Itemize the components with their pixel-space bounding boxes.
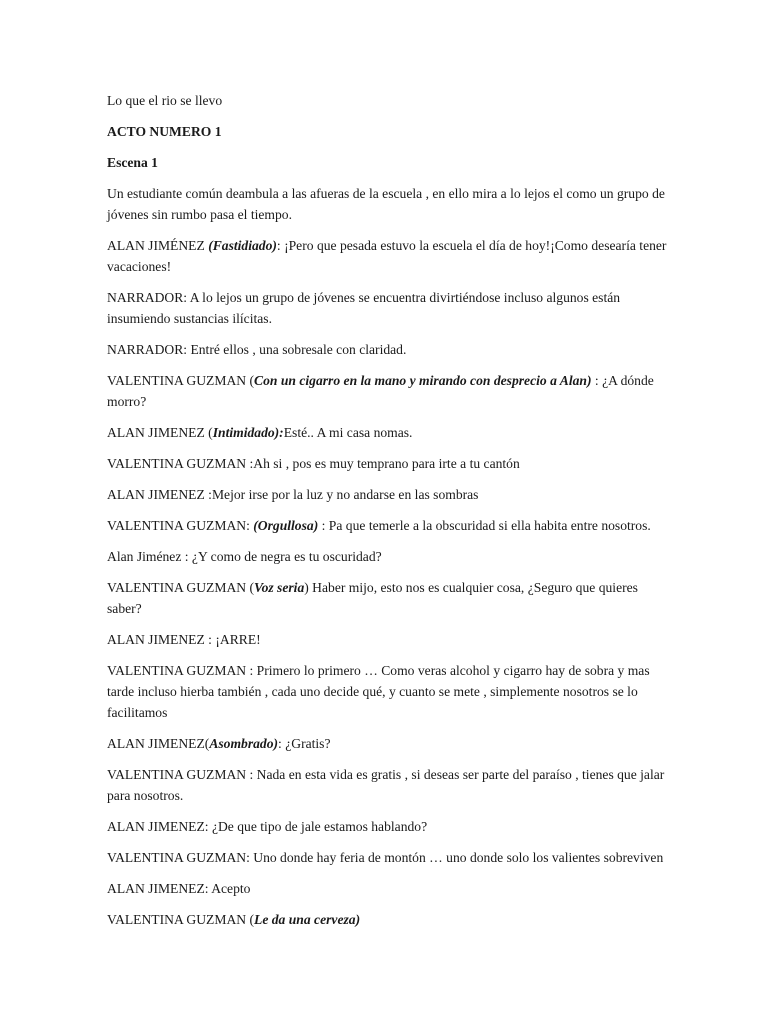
stage-direction: (Fastidiado) <box>208 238 277 253</box>
script-paragraph <box>107 660 667 723</box>
dialogue-text: NARRADOR: Entré ellos , una sobresale con claridad. <box>107 342 407 357</box>
dialogue-text: VALENTINA GUZMAN: <box>107 518 254 533</box>
script-body <box>107 183 667 930</box>
script-paragraph <box>107 577 667 619</box>
script-paragraph <box>107 546 667 567</box>
script-paragraph <box>107 422 667 443</box>
dialogue-text: VALENTINA GUZMAN: Uno donde hay feria de montón … uno donde solo los valientes sobreviven <box>107 850 664 865</box>
dialogue-text: ALAN JIMÉNEZ <box>107 238 209 253</box>
dialogue-text: : ¿Gratis? <box>278 736 331 751</box>
dialogue-text: VALENTINA GUZMAN ( <box>107 373 255 388</box>
dialogue-text: ALAN JIMENEZ : ¡ARRE! <box>107 632 261 647</box>
script-paragraph <box>107 909 667 930</box>
dialogue-text: Alan Jiménez : ¿Y como de negra es tu oscuridad? <box>107 549 382 564</box>
dialogue-text: NARRADOR: A lo lejos un grupo de jóvenes se encuentra divirtiéndose incluso algunos están insumiendo sustancias ilícitas. <box>107 290 621 326</box>
script-paragraph <box>107 764 667 806</box>
dialogue-text: ALAN JIMENEZ( <box>107 736 210 751</box>
dialogue-text: VALENTINA GUZMAN : Primero lo primero … Como veras alcohol y cigarro hay de sobra y mas tarde incluso hierba también , cada uno decide qué, y cuanto se mete , simplemente nosotros se lo facilitamos <box>107 663 650 720</box>
script-paragraph <box>107 339 667 360</box>
dialogue-text: ) Haber mijo, esto nos es cualquier cosa, ¿Seguro que quieres saber? <box>107 580 638 616</box>
document-title: Lo que el rio se llevo <box>107 93 223 108</box>
dialogue-text: ALAN JIMENEZ ( <box>107 425 213 440</box>
dialogue-text: Un estudiante común deambula a las afueras de la escuela , en ello mira a lo lejos el como un grupo de jóvenes sin rumbo pasa el tiempo. <box>107 186 665 222</box>
stage-direction: Le da una cerveza) <box>254 912 361 927</box>
script-paragraph <box>107 816 667 837</box>
dialogue-text: : Pa que temerle a la obscuridad si ella habita entre nosotros. <box>318 518 651 533</box>
script-paragraph <box>107 370 667 412</box>
dialogue-text: ALAN JIMENEZ :Mejor irse por la luz y no andarse en las sombras <box>107 487 479 502</box>
script-paragraph <box>107 287 667 329</box>
script-paragraph <box>107 878 667 899</box>
script-paragraph <box>107 629 667 650</box>
script-paragraph <box>107 515 667 536</box>
dialogue-text: ALAN JIMENEZ: ¿De que tipo de jale estamos hablando? <box>107 819 428 834</box>
script-paragraph <box>107 733 667 754</box>
stage-direction: Intimidado): <box>212 425 284 440</box>
scene-heading: Escena 1 <box>107 155 158 170</box>
script-paragraph <box>107 484 667 505</box>
dialogue-text: : ¡Pero que pesada estuvo la escuela el día de hoy!¡Como desearía tener vacaciones! <box>107 238 667 274</box>
dialogue-text: Esté.. A mi casa nomas. <box>283 425 413 440</box>
stage-direction: Voz seria <box>254 580 305 595</box>
script-paragraph <box>107 847 667 868</box>
stage-direction: Asombrado) <box>209 736 279 751</box>
dialogue-text: VALENTINA GUZMAN ( <box>107 580 255 595</box>
dialogue-text: VALENTINA GUZMAN :Ah si , pos es muy temprano para irte a tu cantón <box>107 456 520 471</box>
stage-direction: (Orgullosa) <box>253 518 319 533</box>
stage-direction: Con un cigarro en la mano y mirando con desprecio a Alan) <box>254 373 592 388</box>
dialogue-text: ALAN JIMENEZ: Acepto <box>107 881 251 896</box>
script-paragraph <box>107 183 667 225</box>
dialogue-text: VALENTINA GUZMAN ( <box>107 912 255 927</box>
script-paragraph <box>107 235 667 277</box>
dialogue-text: VALENTINA GUZMAN : Nada en esta vida es gratis , si deseas ser parte del paraíso , tienes que jalar para nosotros. <box>107 767 665 803</box>
act-heading: ACTO NUMERO 1 <box>107 124 222 139</box>
dialogue-text: : ¿A dónde morro? <box>107 373 654 409</box>
script-paragraph <box>107 453 667 474</box>
document-page <box>107 90 667 940</box>
